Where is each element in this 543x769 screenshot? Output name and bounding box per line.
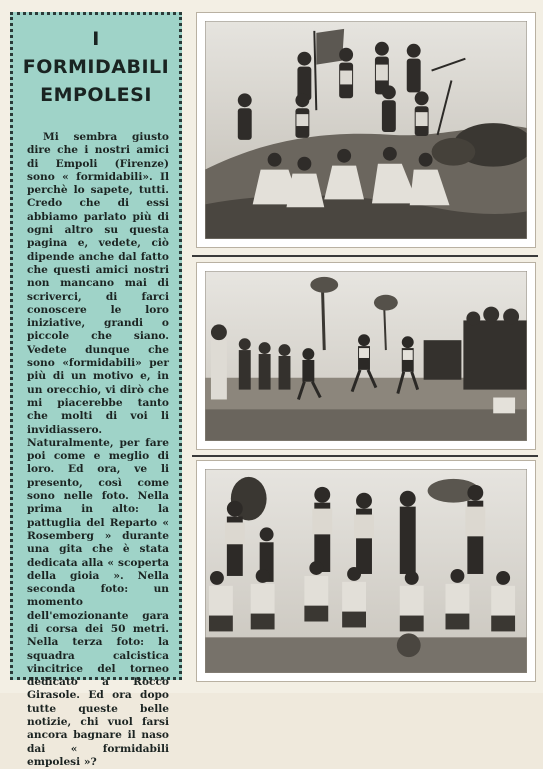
divider — [192, 255, 538, 257]
photo-patrol-hike — [196, 12, 536, 248]
article-title — [19, 25, 173, 109]
photo-patrol-hike-image — [205, 21, 527, 239]
article-column — [10, 12, 182, 768]
photo-running-race-image — [205, 271, 527, 441]
article-body: Mi sembra giusto dire che i nostri amici di Empoli (Firenze) sono « formidabili». Il perchè lo sapete, tutti. Credo che di essi abbiamo parlato più di ogni altro su questa pagina e, vedete, ciò dipende anche dal fatto che questi amici nostri non mancano mai di scriverci, di farci conoscere le loro iniziative, grandi o piccole che siano. Vedete dunque che sono «formidabili» per più di un motivo e, in un orecchio, vi dirò che mi piacerebbe tanto che molti di voi li invidiassero. Naturalmente, per fare poi come e meglio di loro. Ed ora, ve li presento, così come sono nelle foto. Nella prima in alto: la pattuglia del Reparto « Rosemberg » durante una gita che è stata dedicata alla « scoperta della gioia ». Nella seconda foto: un momento dell'emozionante gara di corsa dei 50 metri. Nella terza foto: la squadra calcistica vincitrice del torneo dedicato a Rocco Girasole. Ed ora dopo tutte queste belle notizie, chi vuol farsi ancora bagnare il naso dai « formidabili empolesi »? — [27, 131, 169, 768]
title-line-1: I FORMIDABILI — [22, 28, 170, 78]
divider — [192, 455, 538, 457]
photo-running-race — [196, 262, 536, 450]
photo-football-team-image — [205, 469, 527, 673]
photo-football-team — [196, 460, 536, 682]
title-line-2: EMPOLESI — [40, 84, 152, 106]
